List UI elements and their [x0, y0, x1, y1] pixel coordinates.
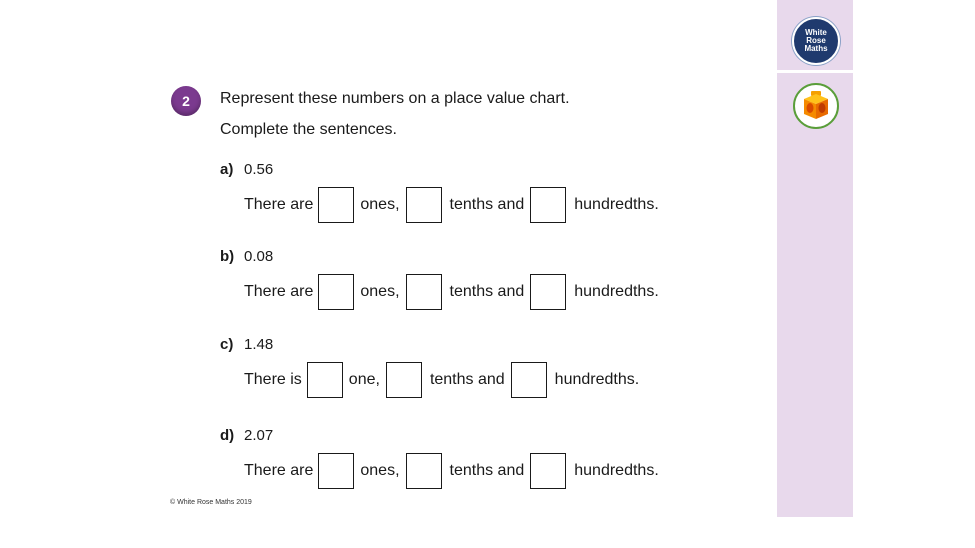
part-number: 1.48 [244, 336, 274, 353]
answer-box-tenths[interactable] [406, 187, 442, 223]
answer-box-ones[interactable] [318, 274, 354, 310]
answer-box-ones[interactable] [307, 362, 343, 398]
sentence-row [244, 186, 659, 224]
sentence-word: ones, [360, 196, 400, 213]
copyright-footer: © White Rose Maths 2019 [170, 499, 252, 506]
answer-box-hundredths[interactable] [530, 453, 566, 489]
sentence-lead: There are [244, 196, 314, 213]
part-label: d) [220, 427, 235, 444]
question-number-badge: 2 [171, 86, 201, 116]
sentence-lead: There are [244, 462, 314, 479]
sentence-word: ones, [360, 462, 400, 479]
answer-box-tenths[interactable] [406, 274, 442, 310]
part-label: c) [220, 336, 234, 353]
answer-box-hundredths[interactable] [530, 274, 566, 310]
sentence-lead: There are [244, 283, 314, 300]
sentence-word: hundredths. [574, 462, 659, 479]
answer-box-ones[interactable] [318, 453, 354, 489]
sentence-row [244, 361, 639, 399]
sentence-word: tenths and [449, 196, 525, 213]
sentence-word: tenths and [449, 283, 525, 300]
sidebar-logo-area [777, 0, 853, 73]
answer-box-tenths[interactable] [386, 362, 422, 398]
part-label: a) [220, 161, 234, 178]
answer-box-ones[interactable] [318, 187, 354, 223]
answer-box-hundredths[interactable] [511, 362, 547, 398]
answer-box-hundredths[interactable] [530, 187, 566, 223]
sentence-lead: There is [244, 371, 302, 388]
sentence-word: hundredths. [574, 283, 659, 300]
instruction-text: Complete the sentences. [220, 121, 397, 138]
sentence-word: tenths and [449, 462, 525, 479]
part-label: b) [220, 248, 235, 265]
sentence-word: tenths and [429, 371, 505, 388]
sidebar [777, 0, 853, 517]
part-number: 2.07 [244, 427, 274, 444]
sentence-word: hundredths. [554, 371, 640, 388]
sentence-word: ones, [360, 283, 400, 300]
sentence-row [244, 273, 659, 311]
sentence-row [244, 452, 659, 490]
cube-icon [793, 83, 839, 129]
sentence-word: one, [348, 371, 380, 388]
white-rose-maths-logo: White Rose Maths [792, 17, 840, 65]
instruction-text: Represent these numbers on a place value chart. [220, 90, 570, 107]
part-number: 0.08 [244, 248, 274, 265]
answer-box-tenths[interactable] [406, 453, 442, 489]
sentence-word: hundredths. [574, 196, 659, 213]
part-number: 0.56 [244, 161, 274, 178]
